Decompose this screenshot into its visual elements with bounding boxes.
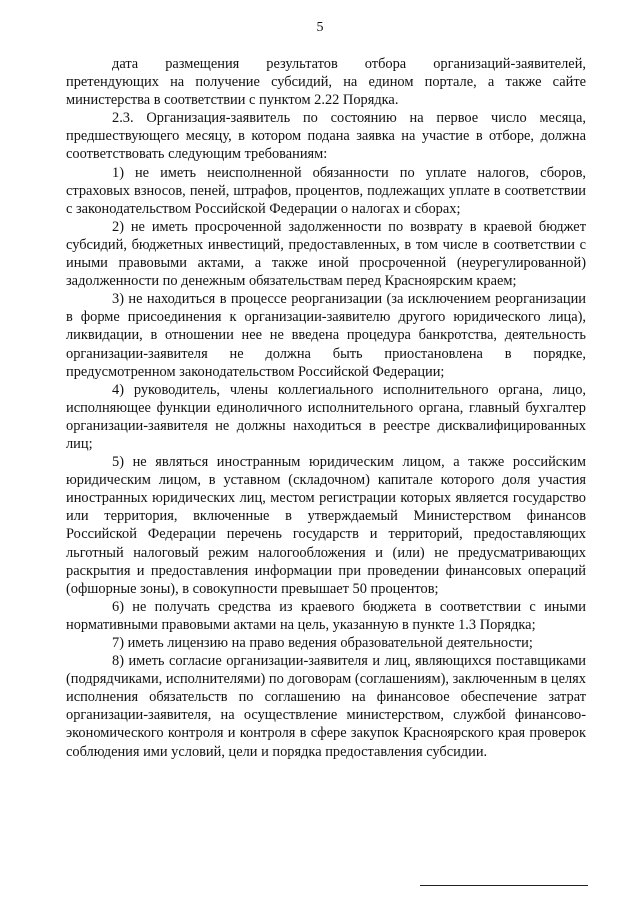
page-number: 5 [316, 20, 324, 35]
requirement-1: 1) не иметь неисполненной обязанности по уплате налогов, сборов, страховых взносов, пеней, штрафов, процентов, подлежащих уплате в соответствии с законодательством Российской Федерации о налогах и сборах; [66, 164, 586, 217]
requirement-7: 7) иметь лицензию на право ведения образовательной деятельности; [112, 635, 533, 651]
requirement-6: 6) не получать средства из краевого бюджета в соответствии с иными нормативными правовыми актами на цель, указанную в пункте 1.3 Порядка; [66, 598, 586, 633]
document-body [66, 55, 586, 761]
requirement-4: 4) руководитель, члены коллегиального исполнительного органа, лицо, исполняющее функции единоличного исполнительного органа, главный бухгалтер организации-заявителя не должны находиться в реестре дисквалифицированных лиц; [66, 381, 586, 452]
paragraph-2-3: 2.3. Организация-заявитель по состоянию на первое число месяца, предшествующего месяцу, в котором подана заявка на участие в отборе, должна соответствовать следующим требованиям: [66, 110, 586, 163]
requirement-3: 3) не находиться в процессе реорганизации (за исключением реорганизации в форме присоединения к организации-заявителю другого юридического лица), ликвидации, в отношении нее не введена процедура банкротства, деятельность организации-заявителя не должна быть приостановлена в порядке, предусмотренном законодательством Российской Федерации; [66, 291, 586, 380]
paragraph-continuation: дата размещения результатов отбора организаций-заявителей, претендующих на получение субсидий, на едином портале, а также сайте министерства в соответствии с пунктом 2.22 Порядка. [66, 56, 586, 109]
requirement-8: 8) иметь согласие организации-заявителя и лиц, являющихся поставщиками (подрядчиками, исполнителями) по договорам (соглашениям), заключенным в целях исполнения обязательств по соглашению на финансовое обеспечение затрат организации-заявителя, на осуществление министерством, службой финансово-экономического контроля и контроля в сфере закупок Красноярского края проверок соблюдения ими условий, цели и порядка предоставления субсидии. [66, 653, 586, 760]
requirement-2: 2) не иметь просроченной задолженности по возврату в краевой бюджет субсидий, бюджетных инвестиций, предоставленных, в том числе в соответствии с иными правовыми актами, а также иной просроченной (неурегулированной) задолженности по денежным обязательствам перед Красноярским краем; [66, 218, 586, 290]
footer-divider [420, 885, 588, 886]
requirement-5: 5) не являться иностранным юридическим лицом, а также российским юридическим лицом, в уставном (складочном) капитале которого доля участия иностранных юридических лиц, местом регистрации которых является государство или территория, включенные в утверждаемый Министерством финансов Российской Федерации перечень государств и территорий, предоставляющих льготный налоговый режим налогообложения и (или) не предусматривающих раскрытия и предоставления информации при проведении финансовых операций (офшорные зоны), в совокупности превышает 50 процентов; [66, 454, 586, 597]
